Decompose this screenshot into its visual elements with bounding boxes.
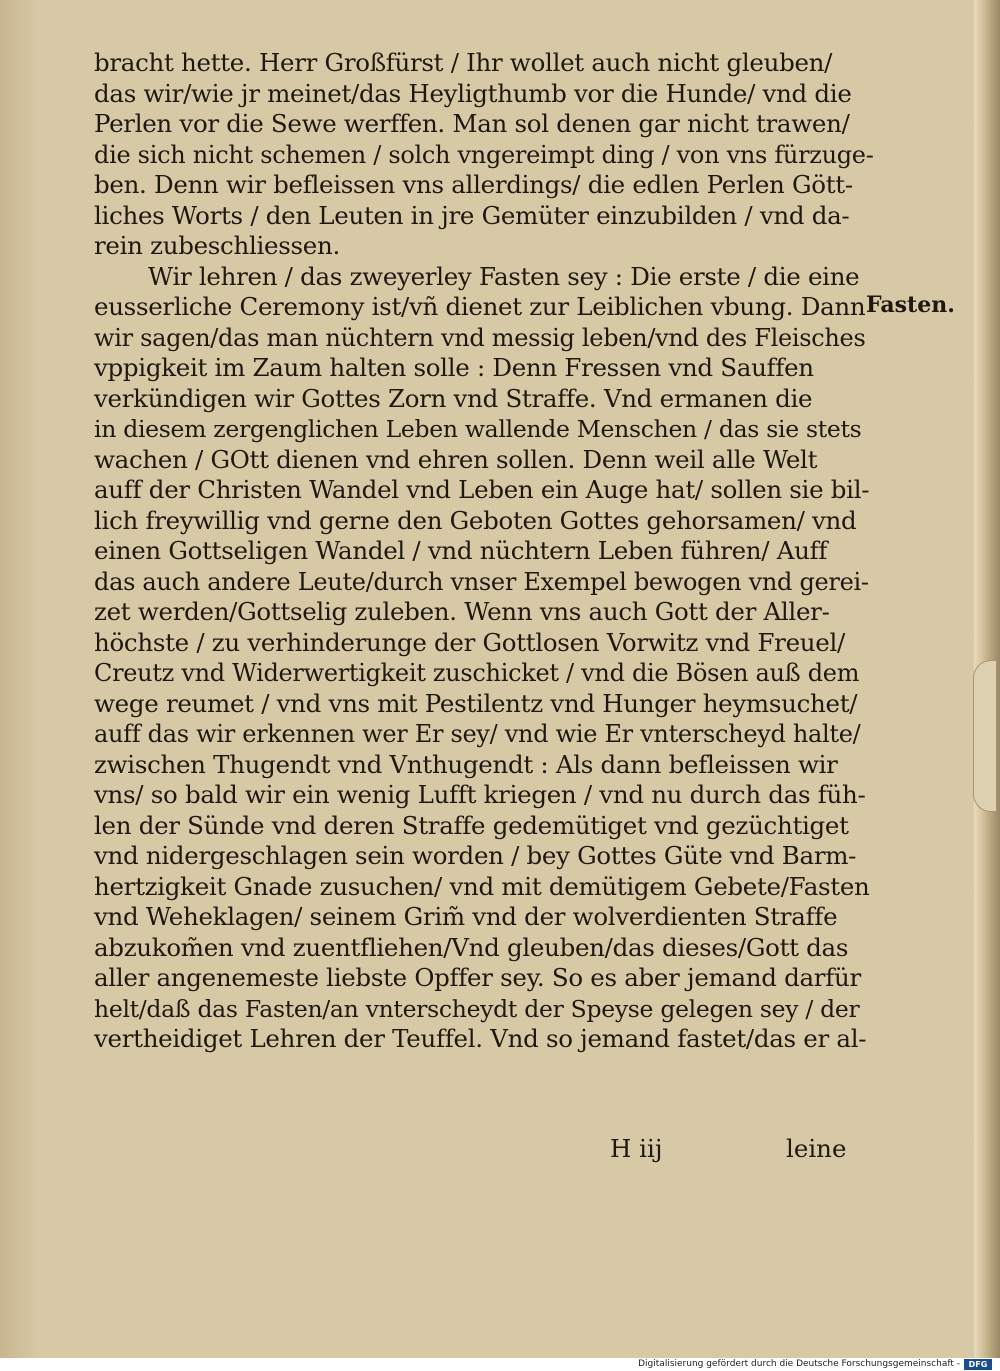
marginal-note: Fasten. — [866, 292, 955, 318]
text-line: len der Sünde vnd deren Straffe gedemütiget vnd gezüchtiget — [94, 810, 849, 840]
page-edge-tab — [973, 660, 996, 812]
text-line: Creutz vnd Widerwertigkeit zuschicket / vnd die Bösen auß dem — [94, 659, 860, 687]
text-line: zet werden/Gottselig zuleben. Wenn vns auch Gott der Aller- — [94, 597, 830, 626]
text-line: aller angenemeste liebste Opffer sey. So es aber jemand darfür — [94, 963, 861, 992]
text-line: einen Gottseligen Wandel / vnd nüchtern Leben führen/ Auff — [94, 536, 828, 565]
text-line: bracht hette. Herr Großfürst / Ihr wollet auch nicht gleuben/ — [94, 48, 833, 77]
text-line: die sich nicht schemen / solch vngereimpt ding / von vns fürzuge- — [94, 140, 874, 169]
text-line: vns/ so bald wir ein wenig Lufft kriegen / vnd nu durch das füh- — [94, 780, 866, 809]
text-line: abzukom̃en vnd zuentfliehen/Vnd gleuben/das dieses/Gott das — [94, 932, 849, 962]
signature-mark: H iij — [610, 1134, 663, 1163]
text-line: wachen / GOtt dienen vnd ehren sollen. Denn weil alle Welt — [94, 444, 818, 474]
text-line: das auch andere Leute/durch vnser Exempel bewogen vnd gerei- — [94, 567, 869, 596]
text-line: verkündigen wir Gottes Zorn vnd Straffe. Vnd ermanen die — [94, 383, 813, 413]
text-line: helt/daß das Fasten/an vnterscheydt der Speyse gelegen sey / der — [94, 994, 860, 1023]
text-line: Wir lehren / das zweyerley Fasten sey : Die erste / die eine — [148, 261, 860, 291]
text-line: Perlen vor die Sewe werffen. Man sol denen gar nicht trawen/ — [94, 109, 850, 138]
text-line: das wir/wie jr meinet/das Heyligthumb vor die Hunde/ vnd die — [94, 78, 852, 108]
text-line: rein zubeschliessen. — [94, 231, 340, 260]
text-line: vnd Weheklagen/ seinem Grim̃ vnd der wolverdienten Straffe — [94, 902, 838, 931]
text-line: auff das wir erkennen wer Er sey/ vnd wie Er vnterscheyd halte/ — [94, 720, 861, 748]
text-line: vnd nidergeschlagen sein worden / bey Gottes Güte vnd Barm- — [94, 841, 857, 870]
body-text — [94, 48, 874, 1055]
catchword: leine — [786, 1134, 847, 1163]
text-line: liches Worts / den Leuten in jre Gemüter einzubilden / vnd da- — [94, 200, 850, 230]
credit-bar — [0, 1358, 1000, 1371]
text-line: vppigkeit im Zaum halten solle : Denn Fressen vnd Sauffen — [94, 353, 814, 382]
text-line: zwischen Thugendt vnd Vnthugendt : Als dann befleissen wir — [94, 749, 838, 779]
dfg-logo: DFG — [964, 1359, 992, 1370]
text-line: lich freywillig vnd gerne den Geboten Gottes gehorsamen/ vnd — [94, 505, 857, 535]
text-line: auff der Christen Wandel vnd Leben ein Auge hat/ sollen sie bil- — [94, 475, 870, 504]
text-line: eusserliche Ceremony ist/vñ dienet zur Leiblichen vbung. Dann — [94, 292, 866, 321]
text-line: wir sagen/das man nüchtern vnd messig leben/vnd des Fleisches — [94, 323, 866, 352]
text-line: wege reumet / vnd vns mit Pestilentz vnd Hunger heymsuchet/ — [94, 688, 858, 718]
credit-text: Digitalisierung gefördert durch die Deutsche Forschungsgemeinschaft - — [638, 1359, 960, 1369]
text-line: ben. Denn wir befleissen vns allerdings/ die edlen Perlen Gött- — [94, 170, 853, 199]
text-line: in diesem zergenglichen Leben wallende Menschen / das sie stets — [94, 415, 862, 443]
page-footer — [0, 1134, 1000, 1168]
text-line: höchste / zu verhinderunge der Gottlosen Vorwitz vnd Freuel/ — [94, 627, 845, 657]
text-line: hertzigkeit Gnade zusuchen/ vnd mit demütigem Gebete/Fasten — [94, 871, 870, 901]
text-line: vertheidiget Lehren der Teuffel. Vnd so jemand fastet/das er al- — [94, 1024, 867, 1053]
